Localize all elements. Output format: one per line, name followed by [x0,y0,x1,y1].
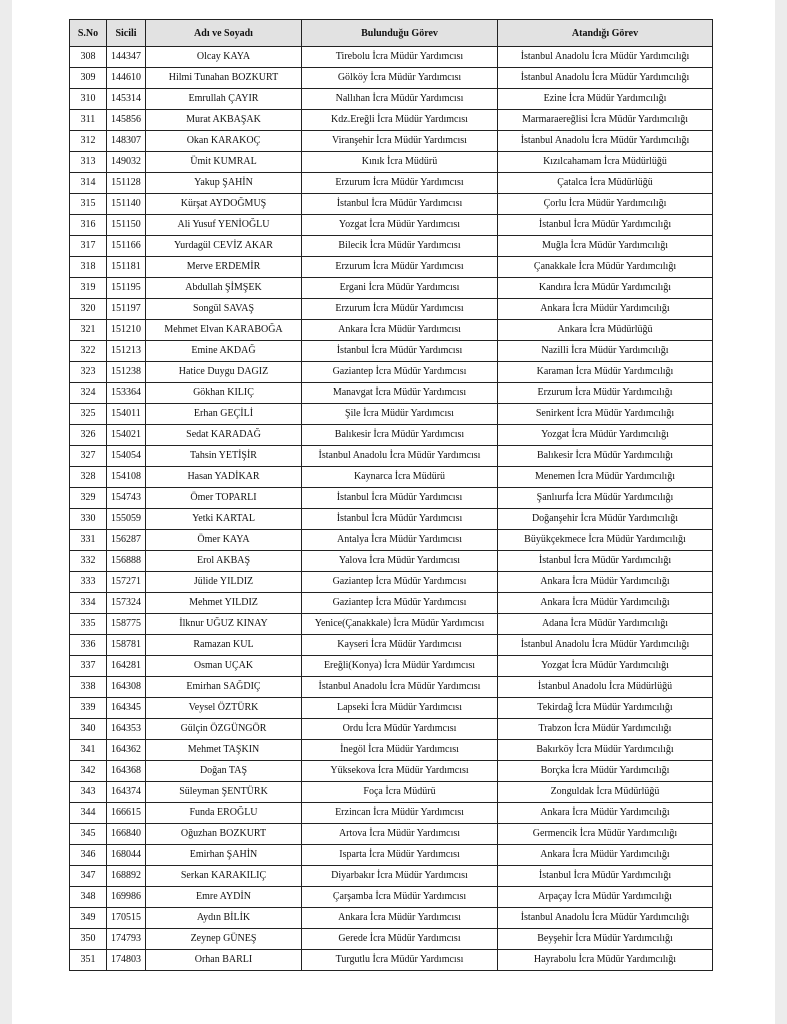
cell-name: Kürşat AYDOĞMUŞ [146,194,302,215]
table-row [70,320,713,341]
cell-current-post: İstanbul Anadolu İcra Müdür Yardımcısı [302,446,498,467]
table-row [70,572,713,593]
cell-assigned-post: Çorlu İcra Müdür Yardımcılığı [498,194,713,215]
table-row [70,425,713,446]
cell-current-post: Lapseki İcra Müdür Yardımcısı [302,698,498,719]
cell-current-post: Erzurum İcra Müdür Yardımcısı [302,173,498,194]
cell-name: Süleyman ŞENTÜRK [146,782,302,803]
cell-current-post: İstanbul İcra Müdür Yardımcısı [302,509,498,530]
cell-sicil: 164281 [107,656,146,677]
cell-name: Merve ERDEMİR [146,257,302,278]
cell-sicil: 157324 [107,593,146,614]
cell-sno: 347 [70,866,107,887]
cell-sicil: 145314 [107,89,146,110]
cell-sno: 335 [70,614,107,635]
cell-assigned-post: İstanbul Anadolu İcra Müdür Yardımcılığı [498,47,713,68]
cell-current-post: Ordu İcra Müdür Yardımcısı [302,719,498,740]
cell-current-post: Foça İcra Müdürü [302,782,498,803]
cell-name: Ömer TOPARLI [146,488,302,509]
cell-name: Oğuzhan BOZKURT [146,824,302,845]
cell-sicil: 148307 [107,131,146,152]
cell-assigned-post: Marmaraereğlisi İcra Müdür Yardımcılığı [498,110,713,131]
cell-current-post: Erzurum İcra Müdür Yardımcısı [302,299,498,320]
cell-sno: 318 [70,257,107,278]
cell-name: Jülide YILDIZ [146,572,302,593]
cell-sno: 349 [70,908,107,929]
cell-sicil: 155059 [107,509,146,530]
cell-name: Zeynep GÜNEŞ [146,929,302,950]
cell-sno: 330 [70,509,107,530]
cell-sicil: 168044 [107,845,146,866]
cell-current-post: İstanbul İcra Müdür Yardımcısı [302,194,498,215]
cell-sicil: 151140 [107,194,146,215]
cell-current-post: Artova İcra Müdür Yardımcısı [302,824,498,845]
cell-sicil: 164362 [107,740,146,761]
cell-sno: 315 [70,194,107,215]
cell-sno: 337 [70,656,107,677]
cell-sno: 341 [70,740,107,761]
cell-current-post: Çarşamba İcra Müdür Yardımcısı [302,887,498,908]
cell-assigned-post: İstanbul İcra Müdür Yardımcılığı [498,551,713,572]
table-row [70,173,713,194]
cell-name: Mehmet TAŞKIN [146,740,302,761]
table-row [70,614,713,635]
cell-sno: 340 [70,719,107,740]
cell-assigned-post: İstanbul Anadolu İcra Müdür Yardımcılığı [498,908,713,929]
cell-assigned-post: Arpaçay İcra Müdür Yardımcılığı [498,887,713,908]
cell-name: Yakup ŞAHİN [146,173,302,194]
table-row [70,635,713,656]
cell-sicil: 164353 [107,719,146,740]
cell-assigned-post: Nazilli İcra Müdür Yardımcılığı [498,341,713,362]
table-row [70,719,713,740]
cell-sicil: 154054 [107,446,146,467]
cell-sicil: 151210 [107,320,146,341]
cell-name: Hilmi Tunahan BOZKURT [146,68,302,89]
cell-sno: 346 [70,845,107,866]
cell-name: Ali Yusuf YENİOĞLU [146,215,302,236]
table-row [70,362,713,383]
cell-sicil: 154021 [107,425,146,446]
cell-current-post: İstanbul Anadolu İcra Müdür Yardımcısı [302,677,498,698]
cell-sno: 334 [70,593,107,614]
table-row [70,383,713,404]
cell-assigned-post: İstanbul Anadolu İcra Müdür Yardımcılığı [498,68,713,89]
header-sicil: Sicili [107,20,146,47]
cell-current-post: Manavgat İcra Müdür Yardımcısı [302,383,498,404]
cell-current-post: Tirebolu İcra Müdür Yardımcısı [302,47,498,68]
cell-sicil: 144347 [107,47,146,68]
cell-assigned-post: Çatalca İcra Müdürlüğü [498,173,713,194]
cell-name: Songül SAVAŞ [146,299,302,320]
table-row [70,803,713,824]
table-row [70,782,713,803]
table-body [70,47,713,971]
cell-assigned-post: Germencik İcra Müdür Yardımcılığı [498,824,713,845]
table-row [70,236,713,257]
cell-sno: 338 [70,677,107,698]
table-row [70,467,713,488]
cell-sno: 328 [70,467,107,488]
table-row [70,950,713,971]
header-assigned-post: Atandığı Görev [498,20,713,47]
cell-name: Emine AKDAĞ [146,341,302,362]
cell-current-post: Nallıhan İcra Müdür Yardımcısı [302,89,498,110]
cell-name: Erhan GEÇİLİ [146,404,302,425]
cell-current-post: Ereğli(Konya) İcra Müdür Yardımcısı [302,656,498,677]
cell-sicil: 154011 [107,404,146,425]
cell-current-post: Yalova İcra Müdür Yardımcısı [302,551,498,572]
cell-name: Hatice Duygu DAGIZ [146,362,302,383]
cell-name: Sedat KARADAĞ [146,425,302,446]
cell-sno: 351 [70,950,107,971]
table-row [70,593,713,614]
cell-assigned-post: Hayrabolu İcra Müdür Yardımcılığı [498,950,713,971]
cell-name: Yurdagül CEVİZ AKAR [146,236,302,257]
cell-current-post: Kaynarca İcra Müdürü [302,467,498,488]
cell-current-post: Turgutlu İcra Müdür Yardımcısı [302,950,498,971]
cell-sno: 311 [70,110,107,131]
cell-current-post: Erzurum İcra Müdür Yardımcısı [302,257,498,278]
cell-current-post: Erzincan İcra Müdür Yardımcısı [302,803,498,824]
cell-name: Gülçin ÖZGÜNGÖR [146,719,302,740]
table-row [70,698,713,719]
cell-assigned-post: Menemen İcra Müdür Yardımcılığı [498,467,713,488]
cell-current-post: Gölköy İcra Müdür Yardımcısı [302,68,498,89]
table-row [70,845,713,866]
table-row [70,824,713,845]
cell-current-post: Isparta İcra Müdür Yardımcısı [302,845,498,866]
cell-name: Emirhan SAĞDIÇ [146,677,302,698]
cell-assigned-post: Karaman İcra Müdür Yardımcılığı [498,362,713,383]
cell-sno: 320 [70,299,107,320]
table-row [70,215,713,236]
cell-name: Mehmet YILDIZ [146,593,302,614]
cell-assigned-post: Doğanşehir İcra Müdür Yardımcılığı [498,509,713,530]
cell-sicil: 164374 [107,782,146,803]
table-row [70,740,713,761]
cell-assigned-post: Ankara İcra Müdür Yardımcılığı [498,572,713,593]
cell-name: Abdullah ŞİMŞEK [146,278,302,299]
cell-current-post: Diyarbakır İcra Müdür Yardımcısı [302,866,498,887]
document-page [12,0,775,1024]
cell-sno: 324 [70,383,107,404]
cell-current-post: İstanbul İcra Müdür Yardımcısı [302,488,498,509]
cell-current-post: Antalya İcra Müdür Yardımcısı [302,530,498,551]
cell-current-post: Viranşehir İcra Müdür Yardımcısı [302,131,498,152]
cell-sicil: 151197 [107,299,146,320]
header-current-post: Bulunduğu Görev [302,20,498,47]
cell-assigned-post: Ankara İcra Müdür Yardımcılığı [498,845,713,866]
cell-sno: 321 [70,320,107,341]
table-row [70,551,713,572]
cell-current-post: Ergani İcra Müdür Yardımcısı [302,278,498,299]
cell-sno: 332 [70,551,107,572]
table-row [70,68,713,89]
cell-name: Tahsin YETİŞİR [146,446,302,467]
cell-sicil: 151213 [107,341,146,362]
cell-sicil: 164345 [107,698,146,719]
cell-current-post: Ankara İcra Müdür Yardımcısı [302,908,498,929]
cell-assigned-post: Yozgat İcra Müdür Yardımcılığı [498,425,713,446]
cell-sicil: 151150 [107,215,146,236]
table-row [70,866,713,887]
cell-assigned-post: İstanbul Anadolu İcra Müdürlüğü [498,677,713,698]
cell-sno: 314 [70,173,107,194]
table-row [70,929,713,950]
cell-name: Emrullah ÇAYIR [146,89,302,110]
cell-name: Ömer KAYA [146,530,302,551]
cell-current-post: İstanbul İcra Müdür Yardımcısı [302,341,498,362]
cell-sicil: 156287 [107,530,146,551]
cell-name: Doğan TAŞ [146,761,302,782]
cell-name: Emirhan ŞAHİN [146,845,302,866]
cell-sicil: 169986 [107,887,146,908]
cell-sno: 348 [70,887,107,908]
cell-sicil: 170515 [107,908,146,929]
cell-name: Yetki KARTAL [146,509,302,530]
cell-sno: 344 [70,803,107,824]
cell-name: Olcay KAYA [146,47,302,68]
cell-sicil: 164308 [107,677,146,698]
cell-sno: 339 [70,698,107,719]
table-row [70,152,713,173]
cell-sicil: 151195 [107,278,146,299]
cell-assigned-post: Trabzon İcra Müdür Yardımcılığı [498,719,713,740]
cell-sno: 350 [70,929,107,950]
cell-sicil: 157271 [107,572,146,593]
table-row [70,656,713,677]
cell-sno: 317 [70,236,107,257]
cell-assigned-post: Senirkent İcra Müdür Yardımcılığı [498,404,713,425]
cell-sicil: 144610 [107,68,146,89]
cell-sno: 333 [70,572,107,593]
cell-sicil: 158775 [107,614,146,635]
cell-sicil: 174793 [107,929,146,950]
cell-name: Gökhan KILIÇ [146,383,302,404]
cell-current-post: Yüksekova İcra Müdür Yardımcısı [302,761,498,782]
cell-assigned-post: Çanakkale İcra Müdür Yardımcılığı [498,257,713,278]
cell-assigned-post: Ankara İcra Müdür Yardımcılığı [498,803,713,824]
table-header-row [70,20,713,47]
cell-name: İlknur UĞUZ KINAY [146,614,302,635]
cell-sicil: 151238 [107,362,146,383]
cell-sno: 342 [70,761,107,782]
cell-sno: 329 [70,488,107,509]
table-row [70,509,713,530]
cell-current-post: İnegöl İcra Müdür Yardımcısı [302,740,498,761]
table-row [70,488,713,509]
cell-current-post: Gaziantep İcra Müdür Yardımcısı [302,572,498,593]
table-row [70,446,713,467]
cell-name: Funda EROĞLU [146,803,302,824]
cell-name: Murat AKBAŞAK [146,110,302,131]
cell-name: Hasan YADİKAR [146,467,302,488]
cell-sicil: 149032 [107,152,146,173]
cell-current-post: Bilecik İcra Müdür Yardımcısı [302,236,498,257]
cell-sicil: 151181 [107,257,146,278]
cell-assigned-post: Şanlıurfa İcra Müdür Yardımcılığı [498,488,713,509]
cell-assigned-post: İstanbul Anadolu İcra Müdür Yardımcılığı [498,635,713,656]
table-row [70,761,713,782]
cell-assigned-post: Ankara İcra Müdür Yardımcılığı [498,593,713,614]
cell-sicil: 158781 [107,635,146,656]
cell-assigned-post: Ezine İcra Müdür Yardımcılığı [498,89,713,110]
cell-sno: 343 [70,782,107,803]
cell-current-post: Kınık İcra Müdürü [302,152,498,173]
cell-current-post: Ankara İcra Müdür Yardımcısı [302,320,498,341]
cell-sno: 331 [70,530,107,551]
cell-sno: 310 [70,89,107,110]
cell-sno: 312 [70,131,107,152]
table-row [70,299,713,320]
cell-current-post: Gaziantep İcra Müdür Yardımcısı [302,362,498,383]
cell-sicil: 153364 [107,383,146,404]
cell-name: Emre AYDİN [146,887,302,908]
cell-sicil: 145856 [107,110,146,131]
cell-assigned-post: Kızılcahamam İcra Müdürlüğü [498,152,713,173]
cell-current-post: Şile İcra Müdür Yardımcısı [302,404,498,425]
cell-sno: 327 [70,446,107,467]
cell-current-post: Kdz.Ereğli İcra Müdür Yardımcısı [302,110,498,131]
cell-sicil: 168892 [107,866,146,887]
cell-sno: 326 [70,425,107,446]
cell-sicil: 174803 [107,950,146,971]
cell-sicil: 154108 [107,467,146,488]
cell-name: Veysel ÖZTÜRK [146,698,302,719]
table-row [70,110,713,131]
cell-sno: 325 [70,404,107,425]
cell-sno: 345 [70,824,107,845]
table-row [70,677,713,698]
cell-sicil: 156888 [107,551,146,572]
cell-assigned-post: Balıkesir İcra Müdür Yardımcılığı [498,446,713,467]
cell-name: Serkan KARAKILIÇ [146,866,302,887]
assignment-table [69,19,713,971]
table-row [70,89,713,110]
cell-current-post: Yenice(Çanakkale) İcra Müdür Yardımcısı [302,614,498,635]
cell-assigned-post: Zonguldak İcra Müdürlüğü [498,782,713,803]
header-name: Adı ve Soyadı [146,20,302,47]
table-row [70,194,713,215]
table-row [70,341,713,362]
cell-assigned-post: Tekirdağ İcra Müdür Yardımcılığı [498,698,713,719]
cell-assigned-post: Ankara İcra Müdürlüğü [498,320,713,341]
cell-assigned-post: Erzurum İcra Müdür Yardımcılığı [498,383,713,404]
cell-assigned-post: İstanbul Anadolu İcra Müdür Yardımcılığı [498,131,713,152]
table-row [70,278,713,299]
cell-sicil: 154743 [107,488,146,509]
cell-sno: 319 [70,278,107,299]
cell-name: Orhan BARLI [146,950,302,971]
cell-current-post: Gerede İcra Müdür Yardımcısı [302,929,498,950]
cell-assigned-post: Kandıra İcra Müdür Yardımcılığı [498,278,713,299]
cell-sicil: 166840 [107,824,146,845]
cell-assigned-post: Beyşehir İcra Müdür Yardımcılığı [498,929,713,950]
table-row [70,131,713,152]
table-row [70,47,713,68]
cell-assigned-post: Ankara İcra Müdür Yardımcılığı [498,299,713,320]
cell-name: Ramazan KUL [146,635,302,656]
cell-name: Mehmet Elvan KARABOĞA [146,320,302,341]
cell-sno: 336 [70,635,107,656]
cell-sno: 308 [70,47,107,68]
table-row [70,257,713,278]
cell-assigned-post: Adana İcra Müdür Yardımcılığı [498,614,713,635]
cell-name: Aydın BİLİK [146,908,302,929]
cell-name: Okan KARAKOÇ [146,131,302,152]
cell-sno: 316 [70,215,107,236]
cell-sicil: 164368 [107,761,146,782]
header-sno: S.No [70,20,107,47]
cell-assigned-post: Borçka İcra Müdür Yardımcılığı [498,761,713,782]
cell-current-post: Gaziantep İcra Müdür Yardımcısı [302,593,498,614]
cell-sicil: 151166 [107,236,146,257]
cell-current-post: Kayseri İcra Müdür Yardımcısı [302,635,498,656]
cell-assigned-post: Büyükçekmece İcra Müdür Yardımcılığı [498,530,713,551]
cell-name: Ümit KUMRAL [146,152,302,173]
cell-current-post: Yozgat İcra Müdür Yardımcısı [302,215,498,236]
cell-sno: 309 [70,68,107,89]
table-row [70,530,713,551]
cell-assigned-post: Muğla İcra Müdür Yardımcılığı [498,236,713,257]
cell-assigned-post: Yozgat İcra Müdür Yardımcılığı [498,656,713,677]
cell-sno: 323 [70,362,107,383]
cell-assigned-post: İstanbul İcra Müdür Yardımcılığı [498,215,713,236]
cell-name: Osman UÇAK [146,656,302,677]
cell-sicil: 151128 [107,173,146,194]
table-row [70,908,713,929]
cell-sno: 322 [70,341,107,362]
cell-current-post: Balıkesir İcra Müdür Yardımcısı [302,425,498,446]
table-row [70,404,713,425]
table-row [70,887,713,908]
cell-assigned-post: İstanbul İcra Müdür Yardımcılığı [498,866,713,887]
cell-sno: 313 [70,152,107,173]
cell-sicil: 166615 [107,803,146,824]
cell-assigned-post: Bakırköy İcra Müdür Yardımcılığı [498,740,713,761]
cell-name: Erol AKBAŞ [146,551,302,572]
